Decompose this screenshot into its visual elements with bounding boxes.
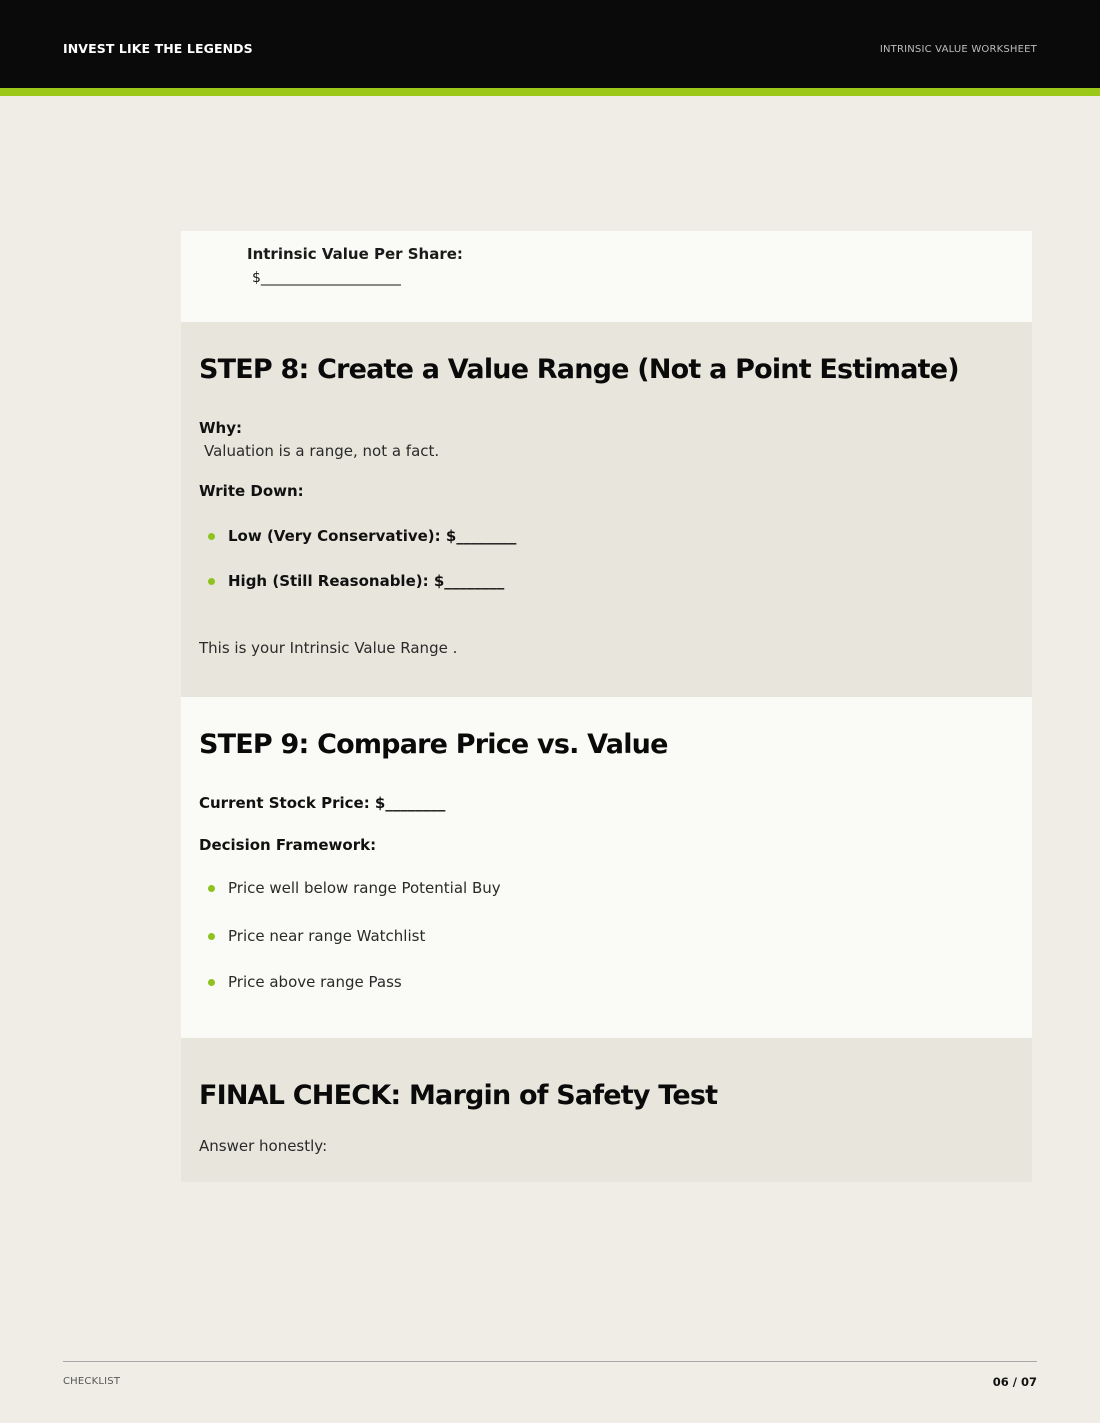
final-check-text: Answer honestly: (199, 1137, 328, 1155)
list-item (199, 878, 1014, 898)
list-item (199, 926, 1014, 946)
step9-framework-label: Decision Framework: (199, 836, 377, 854)
step9-section (181, 697, 1032, 1038)
bullet-dot-icon (208, 533, 215, 540)
footer-label: CHECKLIST (63, 1376, 121, 1387)
step8-low-item: Low (Very Conservative): $________ (228, 527, 517, 545)
bullet-dot-icon (208, 578, 215, 585)
step9-price-label: Current Stock Price: $________ (199, 794, 446, 812)
intrinsic-value-label: Intrinsic Value Per Share: (247, 245, 463, 263)
step8-write-label: Write Down: (199, 482, 304, 500)
page-number: 06 / 07 (992, 1375, 1037, 1389)
intrinsic-value-blank: $____________________ (252, 270, 401, 286)
bullet-dot-icon (208, 933, 215, 940)
step8-heading: STEP 8: Create a Value Range (Not a Point Estimate) (199, 354, 959, 385)
final-check-heading: FINAL CHECK: Margin of Safety Test (199, 1080, 718, 1111)
step8-high-item: High (Still Reasonable): $________ (228, 572, 505, 590)
worksheet-content (181, 231, 1032, 1182)
step8-list (199, 526, 1014, 591)
step9-item-buy: Price well below range Potential Buy (228, 879, 501, 897)
intrinsic-value-block (181, 231, 1032, 322)
header-bar (0, 0, 1100, 88)
list-item (199, 972, 1014, 992)
list-item (199, 526, 1014, 546)
step8-section (181, 322, 1032, 697)
step9-list (199, 878, 1014, 992)
footer-divider (63, 1361, 1037, 1362)
bullet-dot-icon (208, 979, 215, 986)
step9-item-watchlist: Price near range Watchlist (228, 927, 426, 945)
header-accent-stripe (0, 88, 1100, 96)
step9-item-pass: Price above range Pass (228, 973, 402, 991)
final-check-section (181, 1038, 1032, 1182)
step8-why-text: Valuation is a range, not a fact. (204, 442, 440, 460)
bullet-dot-icon (208, 885, 215, 892)
list-item (199, 571, 1014, 591)
step9-heading: STEP 9: Compare Price vs. Value (199, 729, 668, 760)
step8-why-label: Why: (199, 419, 243, 437)
step8-note: This is your Intrinsic Value Range . (199, 639, 458, 657)
brand-title: INVEST LIKE THE LEGENDS (63, 41, 253, 56)
document-title: INTRINSIC VALUE WORKSHEET (879, 44, 1037, 55)
